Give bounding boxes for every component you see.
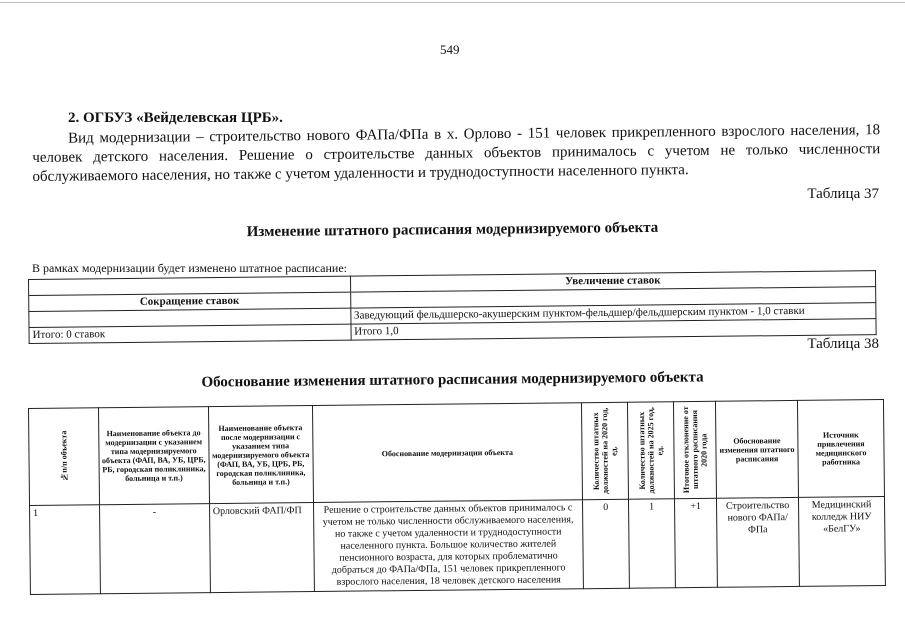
cell-after: Орловский ФАП/ФП xyxy=(209,503,314,593)
table38-label: Таблица 38 xyxy=(807,336,879,352)
increase-header: Увеличение ставок xyxy=(350,271,876,293)
cell-justification: Строительство нового ФАПа/ФПа xyxy=(717,497,800,587)
section-heading: 2. ОГБУЗ «Вейделевская ЦРБ». xyxy=(68,110,283,126)
cell-reason: Решение о строительстве данных объектов принималось с учетом не только численности обслуживаемого населения, но также с учетом удаленности и труднодоступности населенного пункта. Большое количество жителей пенсионного возраста, для которых проблематично добраться до ФАПа/ФПа, 151 человек прикрепленного взрослого населения, 18 человек детского населения xyxy=(313,500,583,592)
cell-before: - xyxy=(99,504,210,594)
table37-lead: В рамках модернизации будет изменено штатное расписание: xyxy=(32,261,347,275)
cell-source: Медицинский колледж НИУ «БелГУ» xyxy=(798,497,885,587)
cell-deviation: +1 xyxy=(675,498,718,587)
total-reduce: Итого: 0 ставок xyxy=(29,324,351,343)
table37-label: Таблица 37 xyxy=(807,186,879,202)
intro-paragraph xyxy=(32,121,881,187)
header-num: №п/п объекта xyxy=(29,408,100,506)
header-reason: Обоснование модернизации объекта xyxy=(312,403,583,503)
header-justification: Обоснование изменения штатного расписания xyxy=(715,400,798,498)
scan-edge-line xyxy=(0,2,905,3)
staffing-change-table xyxy=(28,270,877,344)
page-number: 549 xyxy=(440,42,460,57)
table38-title: Обоснование изменения штатного расписания модернизируемого объекта xyxy=(201,369,704,391)
header-after: Наименование объекта после модернизации с указанием типа модернизируемого объекта (ФАП, ВА, УБ, ЦРБ, РБ, городская поликлиника, больница и т.п.) xyxy=(208,406,313,504)
header-qty2020: Количество штатных должностей на 2020 год, ед. xyxy=(582,402,629,499)
intro-text: Вид модернизации – строительство нового ФАПа/ФПа в х. Орлово - 151 человек прикрепленного взрослого населения, 18 человек детского населения. Решение о строительстве данных объектов принималось с учетом не только численности обслуживаемого населения, но также с учетом удаленности и труднодоступности населенного пункта. xyxy=(32,122,881,185)
total-increase: Итого 1,0 xyxy=(351,319,877,341)
cell-qty2020: 0 xyxy=(583,499,630,588)
table-row xyxy=(30,497,886,595)
table37-title: Изменение штатного расписания модернизируемого объекта xyxy=(246,219,659,241)
cell-qty2025: 1 xyxy=(629,499,676,588)
reduce-header: Сокращение ставок xyxy=(29,292,351,311)
increase-item: Заведующий фельдшерско-акушерским пунктом-фельдшер/фельдшерским пунктом - 1,0 ставки xyxy=(350,303,876,325)
header-source: Источник привлечения медицинского работника xyxy=(797,400,884,498)
header-deviation: Итоговое отклонение от штатного расписания 2020 года xyxy=(674,401,717,498)
header-qty2025: Количество штатных должностей на 2025 год, ед. xyxy=(628,402,675,499)
cell-num: 1 xyxy=(30,505,101,595)
staffing-justification-table xyxy=(28,399,886,595)
header-before: Наименование объекта до модернизации с указанием типа модернизируемого объекта (ФАП, ВА, УБ, ЦРБ, РБ, городская поликлиника, больница и т.п.) xyxy=(98,407,209,505)
